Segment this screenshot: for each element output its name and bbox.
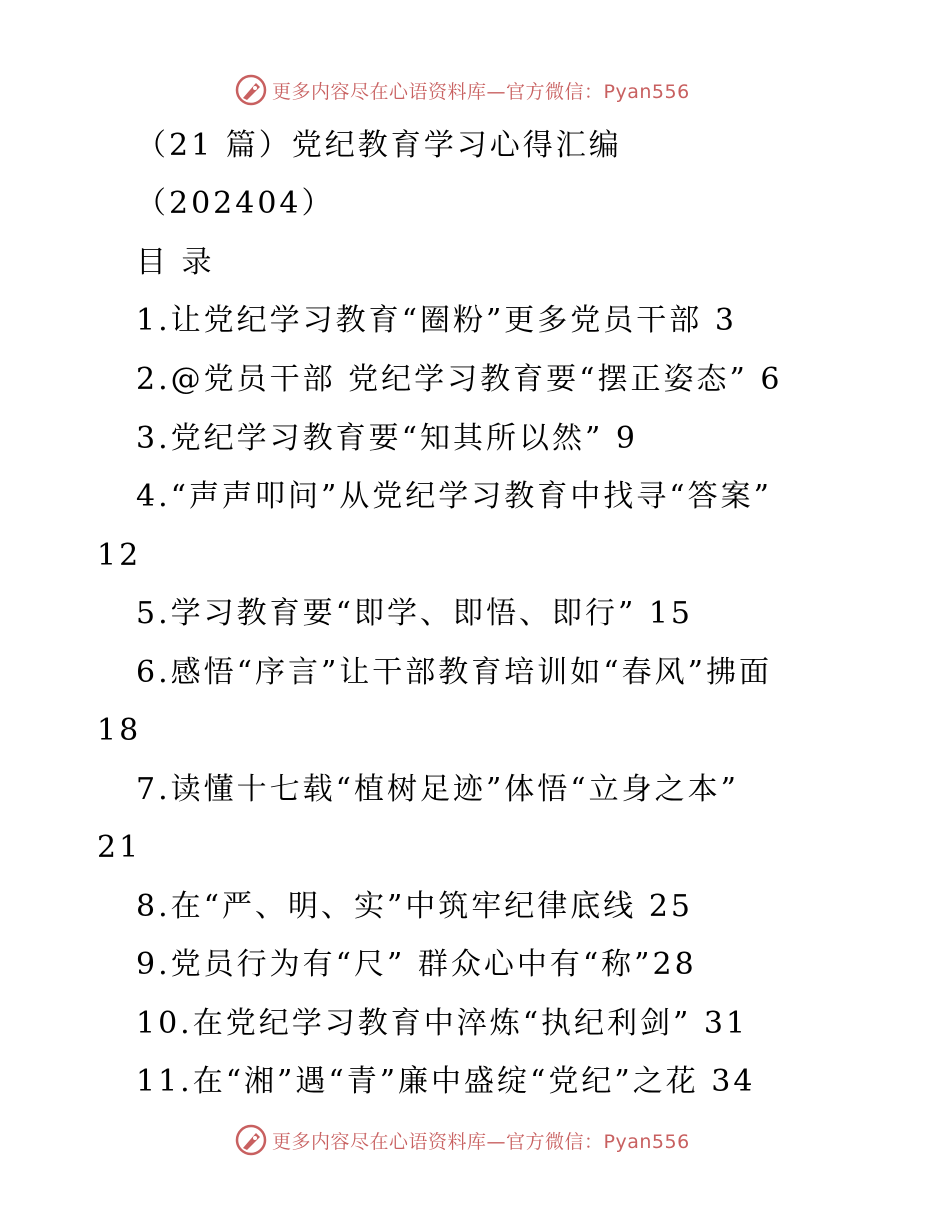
toc-item-6-page[interactable]: 18: [97, 713, 142, 748]
document-date: （202404）: [136, 186, 335, 221]
watermark-banner-top: [234, 72, 690, 108]
toc-item-9[interactable]: 9.党员行为有“尺” 群众心中有“称”28: [136, 947, 697, 982]
watermark-banner-bottom: [234, 1122, 690, 1158]
watermark-text: 更多内容尽在心语资料库—官方微信：Pyan556: [272, 1130, 690, 1153]
toc-item-10[interactable]: 10.在党纪学习教育中淬炼“执纪利剑” 31: [136, 1006, 749, 1041]
toc-heading: 目 录: [136, 245, 215, 280]
toc-item-6[interactable]: 6.感悟“序言”让干部教育培训如“春风”拂面: [136, 655, 772, 690]
toc-item-7-page[interactable]: 21: [97, 830, 142, 865]
toc-item-8[interactable]: 8.在“严、明、实”中筑牢纪律底线 25: [136, 889, 694, 924]
watermark-text: 更多内容尽在心语资料库—官方微信：Pyan556: [272, 80, 690, 103]
toc-item-7[interactable]: 7.读懂十七载“植树足迹”体悟“立身之本”: [136, 772, 739, 807]
toc-item-1[interactable]: 1.让党纪学习教育“圈粉”更多党员干部 3: [136, 303, 737, 338]
toc-item-4-page[interactable]: 12: [97, 538, 142, 573]
toc-item-5[interactable]: 5.学习教育要“即学、即悟、即行” 15: [136, 596, 694, 631]
document-title: （21 篇）党纪教育学习心得汇编: [136, 128, 622, 163]
toc-item-2[interactable]: 2.@党员干部 党纪学习教育要“摆正姿态” 6: [136, 362, 783, 397]
toc-item-3[interactable]: 3.党纪学习教育要“知其所以然” 9: [136, 421, 638, 456]
pen-nib-circle-icon: [234, 1123, 268, 1157]
toc-item-11[interactable]: 11.在“湘”遇“青”廉中盛绽“党纪”之花 34: [136, 1064, 756, 1099]
pen-nib-circle-icon: [234, 73, 268, 107]
toc-item-4[interactable]: 4.“声声叩问”从党纪学习教育中找寻“答案”: [136, 479, 772, 514]
